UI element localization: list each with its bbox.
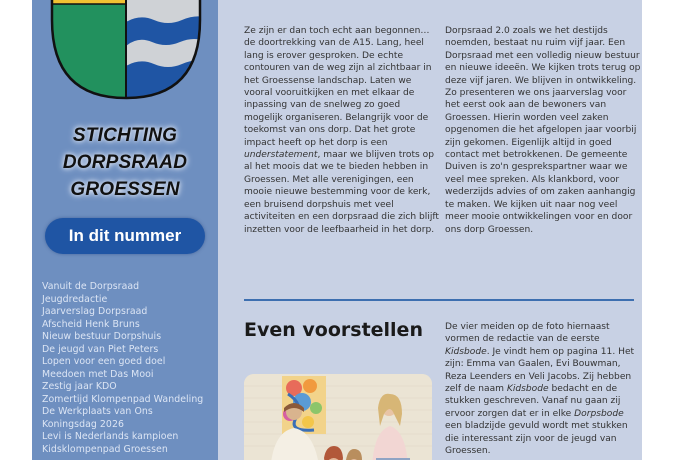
paragraph-text: Ze zijn er dan toch echt aan begonnen… de doortrekking van de A15. Lang, heel lang is erover gesproken. De echte contouren van de weg zijn al zichtbaar in het Groessense landschap. Laten we vooral vooruitkijken en met elkaar de inpassing van de snelweg zo goed mogelijk organiseren. Belangrijk voor de toekomst van ons dorp. Dat het grote impact heeft op het dorp is een bbox=[244, 26, 432, 148]
toc-item[interactable]: Jaarverslag Dorpsraad bbox=[42, 306, 148, 317]
toc-item[interactable]: De Werkplaats van Ons bbox=[42, 406, 153, 417]
org-title-line: STICHTING bbox=[72, 125, 178, 146]
paragraph-text: . Je vindt hem op pagina 11. Het zijn: Emma van Gaalen, Evi Bouwman, Reza Leenders en Veli Jacobs. Zij hebben zelf de naam bbox=[445, 346, 635, 395]
section-divider bbox=[244, 299, 634, 301]
photo-image-icon bbox=[244, 374, 432, 460]
toc-item[interactable]: Levi is Nederlands kampioen bbox=[42, 431, 179, 442]
emphasis-text: Kidsbode bbox=[506, 384, 549, 395]
toc-item[interactable]: Zestig jaar KDO bbox=[42, 381, 117, 392]
toc-item[interactable]: De jeugd van Piet Peters bbox=[42, 343, 159, 355]
table-of-contents bbox=[42, 281, 203, 456]
paragraph-text: , maar we blijven trots op al het moois dat we te bieden hebben in Groessen. Met alle verenigingen, een mooie nieuwe bestemming voor de kerk, een bruisend dorpshuis met veel activiteiten en een dorpsraad die zich blijft inzetten voor de leefbaarheid in het dorp. bbox=[244, 150, 439, 235]
organization-title bbox=[32, 122, 218, 203]
intro-article-right-column: Dorpsraad 2.0 zoals we het destijds noemden, bestaat nu ruim vijf jaar. Een Dorpsraad met een volledig nieuw bestuur en nieuwe ideeën. We kijken trots terug op deze vijf jaren. We blijven in ontwikkeling. Zo presenteren we ons jaarverslag voor het eerst ook aan de bewoners van Groessen. Hierin worden veel zaken opgenomen die het afgelopen jaar voorbij zijn gekomen. Eigenlijk altijd in goed contact met betrokkenen. De gemeente Duiven is zo'n gesprekspartner waar we veel mee spreken. Als klankbord, voor wederzijds advies of om zaken aanhangig te maken. We kijken uit naar nog veel meer mooie ontwikkelingen voor en door ons dorp Groessen. bbox=[445, 26, 641, 235]
paragraph-text: De vier meiden op de foto hiernaast vormen de redactie van de eerste bbox=[445, 322, 610, 345]
emphasis-text: Dorpsbode bbox=[574, 408, 624, 419]
toc-item[interactable]: Kidsklompenpad Groessen bbox=[42, 443, 168, 455]
intro-article-left-column bbox=[244, 25, 440, 236]
emphasis-text: Kidsbode bbox=[445, 346, 487, 357]
paragraph-text: een bladzijde gevuld wordt met stukken die interessant zijn voor de jeugd van Groessen. bbox=[445, 421, 628, 457]
village-crest-icon bbox=[48, 0, 204, 100]
in-this-issue-button[interactable]: In dit nummer bbox=[45, 218, 205, 254]
org-title-line: DORPSRAAD bbox=[62, 152, 188, 173]
org-title-line: GROESSEN bbox=[70, 179, 180, 200]
toc-item[interactable]: Lopen voor een goed doel bbox=[42, 356, 166, 367]
section-body-text bbox=[445, 321, 641, 457]
toc-item[interactable]: Koningsdag 2026 bbox=[42, 418, 124, 430]
toc-item[interactable]: Zomertijd Klompenpad Wandeling bbox=[42, 393, 204, 405]
main-content bbox=[218, 0, 642, 460]
toc-item[interactable]: Vanuit de Dorpsraad bbox=[42, 281, 140, 292]
toc-item[interactable]: Nieuw bestuur Dorpshuis bbox=[42, 331, 162, 342]
toc-item[interactable]: Jeugdredactie bbox=[42, 293, 108, 305]
toc-item[interactable]: Afscheid Henk Bruns bbox=[42, 318, 140, 330]
page-margin bbox=[642, 0, 690, 460]
sidebar bbox=[32, 0, 218, 460]
emphasis-text: understatement bbox=[244, 150, 318, 161]
toc-item[interactable]: Meedoen met Das Mooi bbox=[42, 368, 154, 380]
section-heading: Even voorstellen bbox=[244, 319, 423, 341]
paragraph-text: bedacht en de stukken geschreven. Vanaf nu gaan zij ervoor zorgen dat er in elke bbox=[445, 384, 621, 419]
editorial-team-photo bbox=[244, 374, 432, 460]
